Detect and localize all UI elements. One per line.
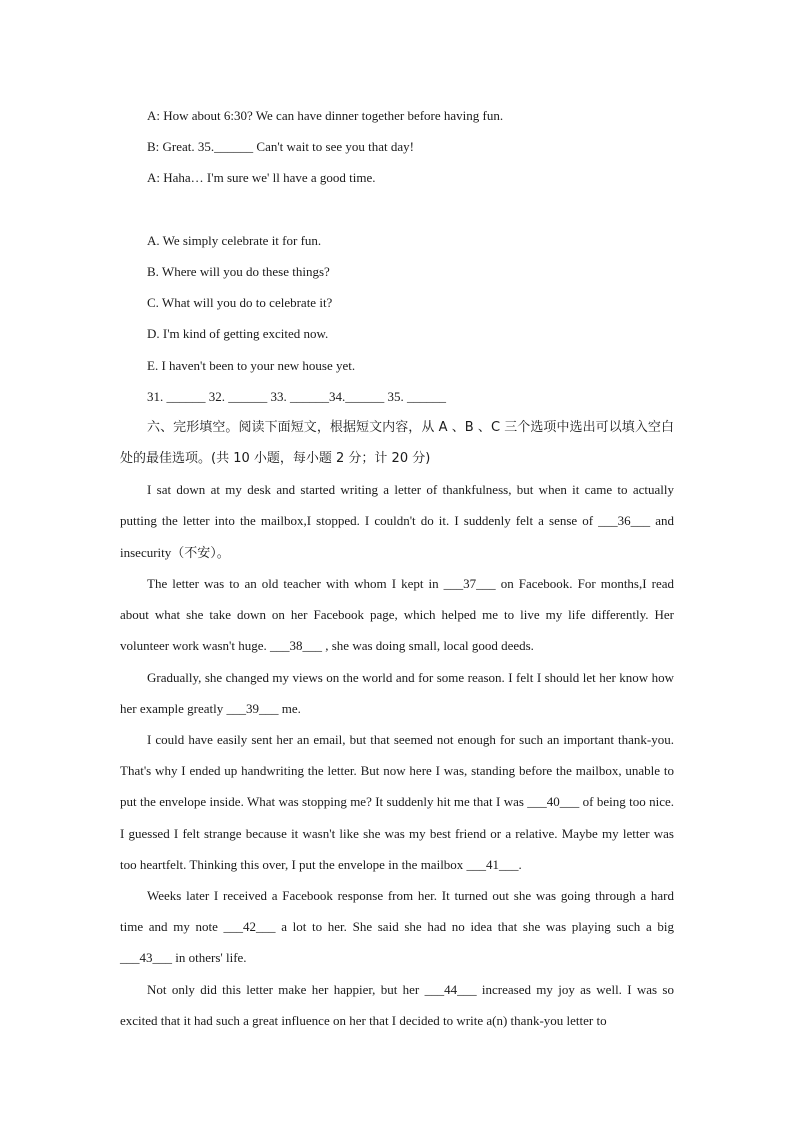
cloze-paragraph-4: I could have easily sent her an email, but that seemed not enough for such an important thank-you. That's why I ended up handwriting the letter. But now here I was, standing before the mailbox, unable to put the envelope inside. What was stopping me? It suddenly hit me that I was ___40___ of being too nice. I guessed I felt strange because it wasn't like she was my best friend or a relative. Maybe my letter was too heartfelt. Thinking this over, I put the envelope in the mailbox ___41___. [120, 731, 674, 872]
dialogue-line-a2: A: Haha… I'm sure we' ll have a good time. [147, 170, 376, 186]
cloze-paragraph-6: Not only did this letter make her happier, but her ___44___ increased my joy as well. I was so excited that it had such a great influence on her that I decided to write a(n) thank-you letter to [120, 981, 674, 1028]
cloze-paragraph-1: I sat down at my desk and started writing a letter of thankfulness, but when it came to actually putting the letter into the mailbox,I stopped. I couldn't do it. I suddenly felt a sense of ___36___ and insecurity（不安）。 [120, 482, 674, 560]
cloze-paragraph-5: Weeks later I received a Facebook response from her. It turned out she was going through a hard time and my note ___42___ a lot to her. She said she had no idea that she was playing such a big ___43___ in others' life. [120, 887, 674, 966]
option-c: C. What will you do to celebrate it? [147, 295, 333, 311]
option-d: D. I'm kind of getting excited now. [147, 326, 329, 342]
option-a: A. We simply celebrate it for fun. [147, 232, 322, 248]
cloze-paragraph-2: The letter was to an old teacher with whom I kept in ___37___ on Facebook. For months,I read about what she take down on her Facebook page, which helped me to live my life differently. Her volunteer work wasn't huge. ___38___ , she was doing small, local good deeds. [120, 575, 674, 654]
spacer [120, 194, 674, 225]
option-b: B. Where will you do these things? [147, 263, 330, 279]
page-content [120, 100, 674, 1036]
answer-blanks-line: 31. ______ 32. ______ 33. ______34.______ 35. ______ [147, 388, 446, 404]
section-title-cloze: 六、完形填空。阅读下面短文，根据短文内容，从 A 、B 、C 三个选项中选出可以填入空白处的最佳选项。(共 10 小题，每小题 2 分；计 20 分) [120, 419, 674, 467]
cloze-paragraph-3: Gradually, she changed my views on the world and for some reason. I felt I should let her know how her example greatly ___39___ me. [120, 669, 674, 716]
dialogue-line-a1: A: How about 6:30? We can have dinner together before having fun. [147, 108, 504, 123]
option-e: E. I haven't been to your new house yet. [147, 357, 356, 373]
dialogue-line-b: B: Great. 35.______ Can't wait to see you that day! [147, 139, 414, 155]
